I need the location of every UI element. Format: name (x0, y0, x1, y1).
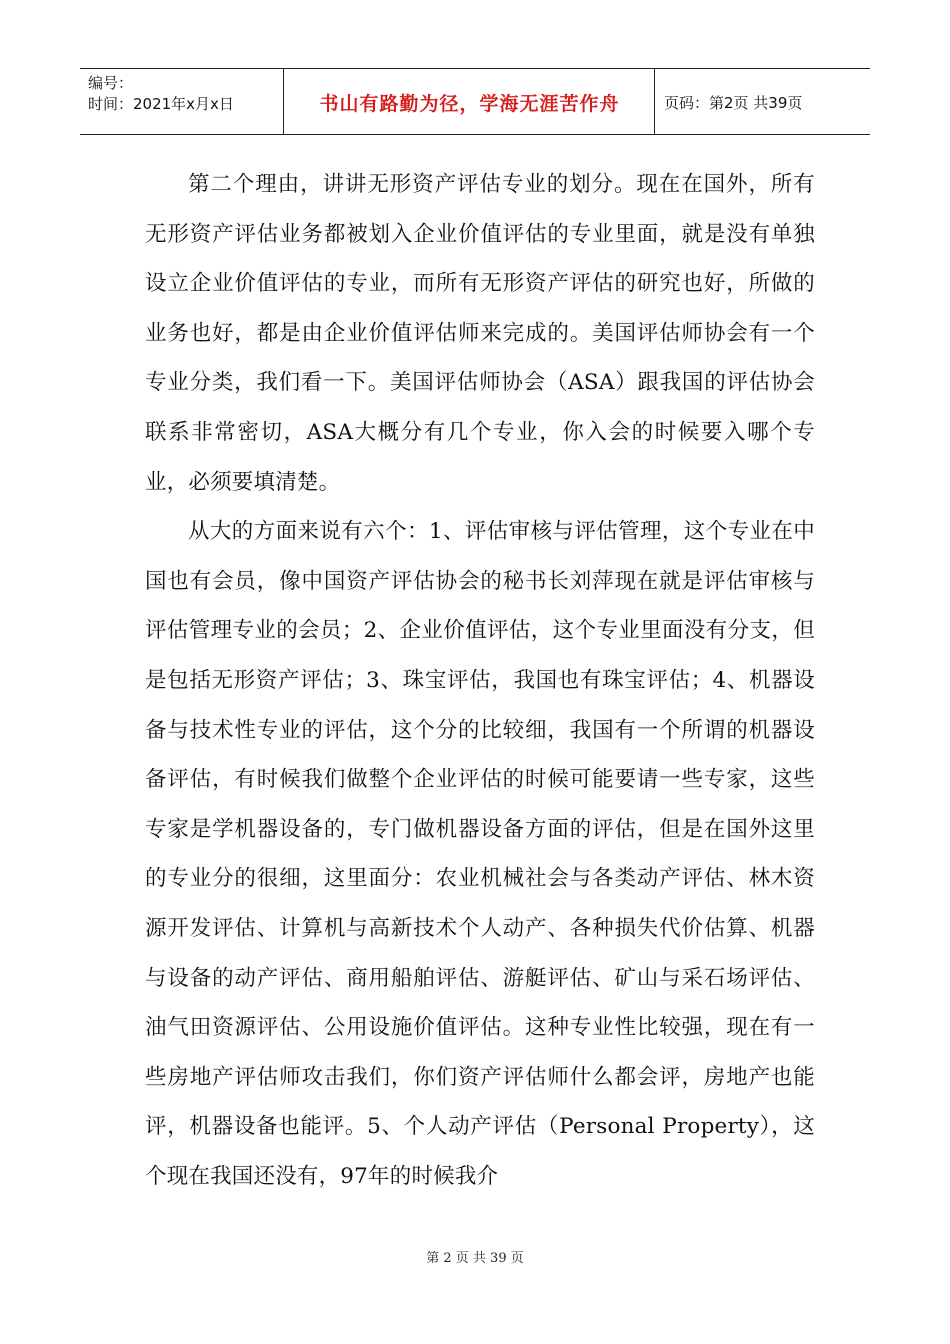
document-body (145, 160, 815, 1201)
paragraph: 从大的方面来说有六个：1、评估审核与评估管理，这个专业在中国也有会员，像中国资产评估协会的秘书长刘萍现在就是评估审核与评估管理专业的会员；2、企业价值评估，这个专业里面没有分支，但是包括无形资产评估；3、珠宝评估，我国也有珠宝评估；4、机器设备与技术性专业的评估，这个分的比较细，我国有一个所谓的机器设备评估，有时候我们做整个企业评估的时候可能要请一些专家，这些专家是学机器设备的，专门做机器设备方面的评估，但是在国外这里的专业分的很细，这里面分：农业机械社会与各类动产评估、林木资源开发评估、计算机与高新技术个人动产、各种损失代价估算、机器与设备的动产评估、商用船舶评估、游艇评估、矿山与采石场评估、油气田资源评估、公用设施价值评估。这种专业性比较强，现在有一些房地产评估师攻击我们，你们资产评估师什么都会评，房地产也能评，机器设备也能评。5、个人动产评估（Personal Property），这个现在我国还没有，97年的时候我介 (145, 519, 815, 1189)
header-page-info: 页码：第2页 共39页 (664, 94, 803, 112)
header-motto: 书山有路勤为径，学海无涯苦作舟 (319, 93, 620, 115)
page-footer: 第 2 页 共 39 页 (426, 1251, 524, 1266)
header-meta (88, 73, 234, 115)
document-header (80, 68, 870, 135)
document-number-label: 编号： (88, 74, 134, 92)
document-date: 时间：2021年x月x日 (88, 95, 234, 113)
header-divider (654, 69, 655, 134)
paragraph: 第二个理由，讲讲无形资产评估专业的划分。现在在国外，所有无形资产评估业务都被划入企业价值评估的专业里面，就是没有单独设立企业价值评估的专业，而所有无形资产评估的研究也好，所做的业务也好，都是由企业价值评估师来完成的。美国评估师协会有一个专业分类，我们看一下。美国评估师协会（ASA）跟我国的评估协会联系非常密切，ASA大概分有几个专业，你入会的时候要入哪个专业，必须要填清楚。 (145, 172, 815, 495)
